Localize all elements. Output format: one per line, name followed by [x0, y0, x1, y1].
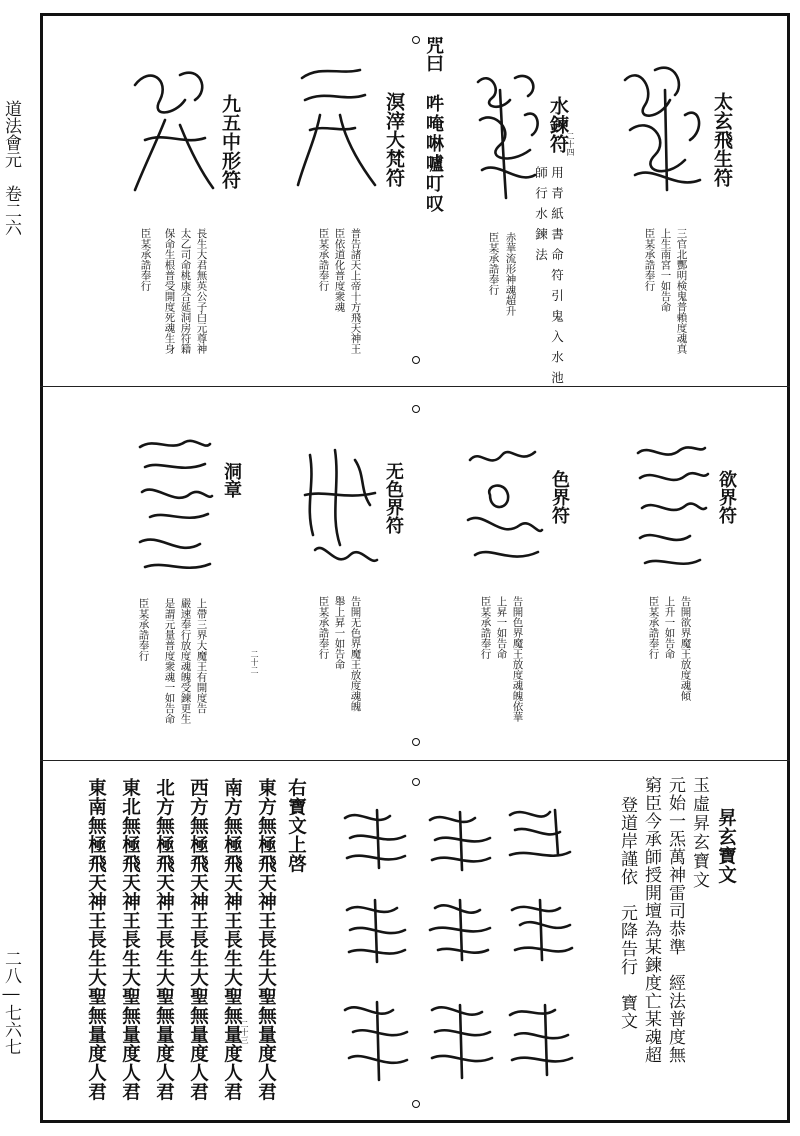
closing-line: 右寶文上啓 [285, 778, 307, 873]
talisman-title: 洞章 [221, 462, 242, 498]
talisman-text: 臣某承誥奉行 [479, 596, 492, 659]
talisman-text: 臣某承誥奉行 [137, 598, 150, 661]
scripture-line: 登道岸謹依 元降告行 寶文 [617, 796, 637, 1030]
talisman-text: 告開色界魔王放度魂魄依華 [511, 596, 524, 722]
talisman-text: 臣某承誥奉行 [317, 228, 330, 291]
seal-script-column-2 [420, 800, 500, 1090]
talisman-seal-wusejie [295, 445, 380, 580]
talisman-text: 臣某承誥奉行 [643, 228, 656, 291]
scripture-line: 元始一炁萬神雷司恭準 經法普度無 [665, 776, 685, 1064]
page-number-margin: 二八―七六七 [1, 950, 21, 1055]
circle-mark [412, 738, 420, 746]
talisman-seal-yujie [630, 438, 710, 578]
talisman-text: 臣依道化普度衆魂 [333, 228, 346, 312]
panel-divider-2 [40, 760, 790, 761]
talisman-seal-jiuwu [125, 60, 217, 200]
talisman-text: 保命生根普受開度死魂生身 [163, 228, 176, 354]
talisman-text: 太乙司命桃康合延洞房符籍 [179, 228, 192, 354]
circle-mark [412, 778, 420, 786]
talisman-seal-mingzi [290, 60, 380, 200]
talisman-instruction: 師行水鍊法 [533, 166, 549, 269]
circle-mark [412, 405, 420, 413]
deity-line: 東南無極飛天神王長生大聖無量度人君 [85, 778, 107, 1101]
talisman-title: 水鍊符 [547, 96, 569, 153]
seal-script-column-3 [335, 800, 415, 1090]
circle-mark [412, 36, 420, 44]
talisman-title: 色界符 [549, 470, 570, 524]
talisman-title: 无色界符 [383, 462, 404, 534]
talisman-text: 告開欲界魔王放度魂傾 [679, 596, 692, 701]
seal-script-column-1 [500, 800, 580, 1090]
talisman-text: 上升一如告命 [663, 596, 676, 659]
talisman-text: 臣某承誥奉行 [317, 596, 330, 659]
section-title: 昇玄寶文 [715, 808, 737, 884]
deity-line: 東北無極飛天神王長生大聖無量度人君 [119, 778, 141, 1101]
talisman-text: 長生大君無英公子白元尊神 [195, 228, 208, 354]
talisman-text: 嚴速奉行放度魂魄受鍊更生 [179, 598, 192, 724]
talisman-number: 二十四 [566, 132, 575, 156]
talisman-title: 欲界符 [716, 470, 737, 524]
talisman-number: 二十三 [240, 1020, 249, 1044]
talisman-text: 是謂元量普度衆魂一如告命 [163, 598, 176, 724]
talisman-title: 太玄飛生符 [711, 92, 733, 187]
deity-line: 北方無極飛天神王長生大聖無量度人君 [153, 778, 175, 1101]
circle-mark [412, 1100, 420, 1108]
deity-line: 西方無極飛天神王長生大聖無量度人君 [187, 778, 209, 1101]
talisman-text: 臣某承誥奉行 [647, 596, 660, 659]
talisman-instruction: 用青紙書命符引鬼入水池 [549, 166, 565, 392]
talisman-seal-taixuan [615, 60, 710, 200]
talisman-text: 臣某承誥奉行 [139, 228, 152, 291]
talisman-text: 赤華流形神魂超升 [504, 232, 517, 316]
talisman-text: 三官北酆明検鬼普賴度魂真 [675, 228, 688, 354]
scripture-line: 玉虛昇玄寶文 [689, 776, 709, 890]
deity-line: 東方無極飛天神王長生大聖無量度人君 [255, 778, 277, 1101]
talisman-text: 普告諸天上帝十方飛天神王 [349, 228, 362, 354]
panel-divider-1 [40, 386, 790, 387]
talisman-seal-shuilian [470, 70, 545, 205]
scripture-line: 窮臣今承師授開壇為某鍊度亡某魂超 [641, 776, 661, 1064]
deity-line: 南方無極飛天神王長生大聖無量度人君 [221, 778, 243, 1101]
circle-mark [412, 356, 420, 364]
talisman-text: 臣某承誥奉行 [487, 232, 500, 295]
talisman-text: 舉上昇一如告命 [333, 596, 346, 670]
talisman-text: 上帶三界大魔王有開度告 [195, 598, 208, 714]
talisman-text: 上昇一如告命 [495, 596, 508, 659]
talisman-number: 二十二 [250, 650, 259, 674]
talisman-seal-sejie [460, 440, 545, 575]
chant-heading: 咒曰 [423, 36, 444, 72]
talisman-text: 告開无色界魔王放度魂魄 [349, 596, 362, 712]
talisman-seal-dongzhang [130, 432, 215, 582]
talisman-text: 上生南宮一如告命 [659, 228, 672, 312]
chant-text: 吽唵啉嚧叮叹 [423, 94, 444, 214]
book-title-margin: 道法會元 卷二六 [1, 100, 21, 236]
talisman-title: 九五中形符 [219, 94, 241, 189]
talisman-title: 溟滓大梵符 [383, 92, 405, 187]
